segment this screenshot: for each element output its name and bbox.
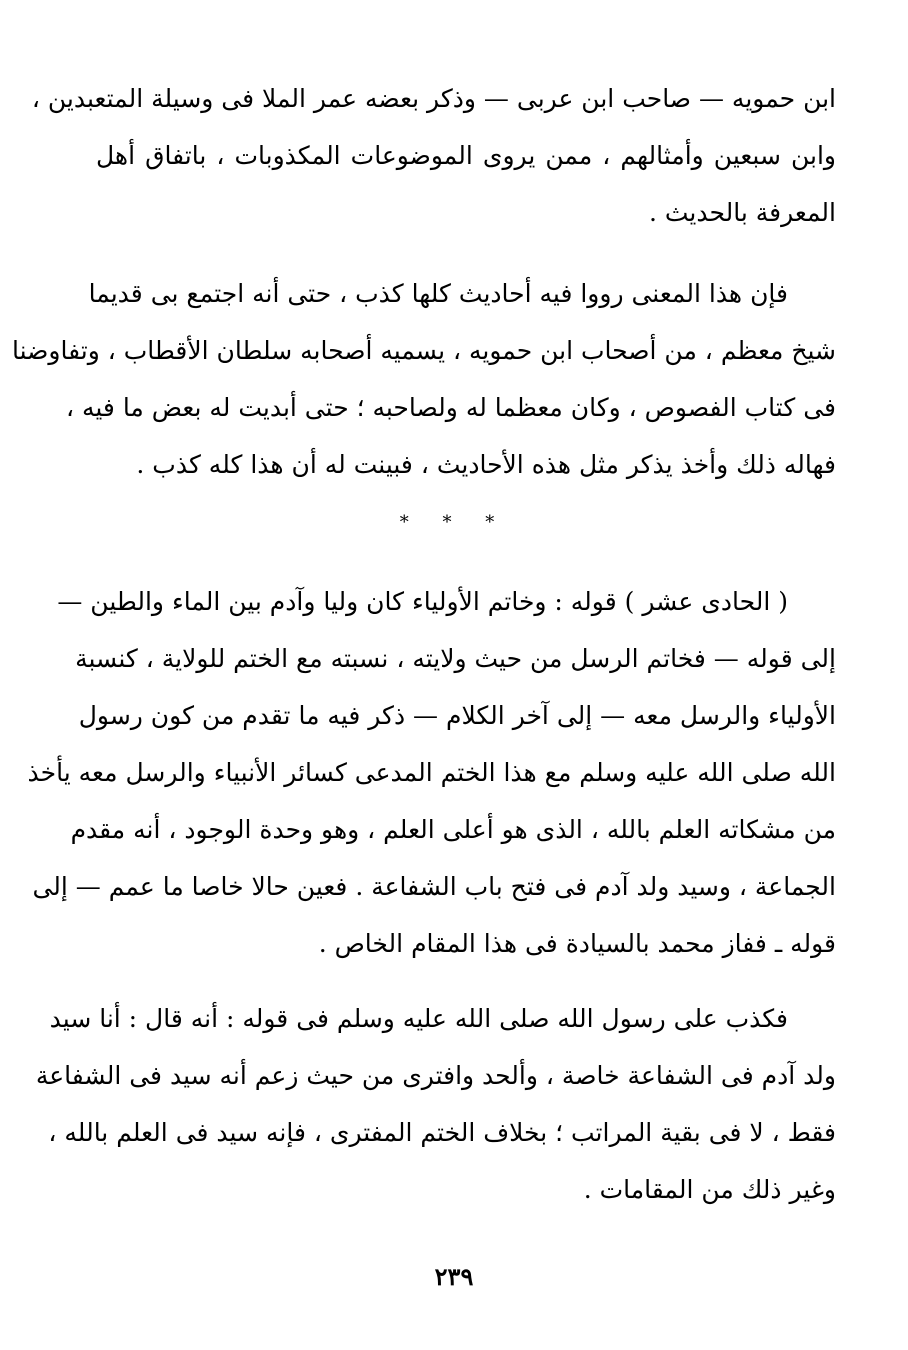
text-line: من مشكاته العلم بالله ، الذى هو أعلى العلم ، وهو وحدة الوجود ، أنه مقدم <box>70 815 836 844</box>
text-line: قوله ـ ففاز محمد بالسيادة فى هذا المقام الخاص . <box>318 929 836 958</box>
paragraph-1 <box>31 70 836 241</box>
paragraph-3 <box>27 573 836 972</box>
text-line: الله صلى الله عليه وسلم مع هذا الختم المدعى كسائر الأنبياء والرسل معه يأخذ <box>27 758 836 787</box>
text-line: وابن سبعين وأمثالهم ، ممن يروى الموضوعات المكذوبات ، باتفاق أهل <box>96 141 836 170</box>
text-line: فى كتاب الفصوص ، وكان معظما له ولصاحبه ؛ حتى أبديت له بعض ما فيه ، <box>65 393 836 422</box>
paragraph-4 <box>35 990 836 1218</box>
text-line: ابن حمويه — صاحب ابن عربى — وذكر بعضه عمر الملا فى وسيلة المتعبدين ، <box>31 84 836 113</box>
text-line: شيخ معظم ، من أصحاب ابن حمويه ، يسميه أصحابه سلطان الأقطاب ، وتفاوضنا <box>12 336 836 365</box>
text-line: فإن هذا المعنى رووا فيه أحاديث كلها كذب ، حتى أنه اجتمع بى قديما <box>88 279 788 308</box>
page-number: ٢٣٩ <box>434 1262 474 1291</box>
text-line: المعرفة بالحديث . <box>648 198 836 227</box>
text-line: الجماعة ، وسيد ولد آدم فى فتح باب الشفاعة . فعين حالا خاصا ما عمم — إلى <box>32 872 836 901</box>
text-line: فقط ، لا فى بقية المراتب ؛ بخلاف الختم المفترى ، فإنه سيد فى العلم بالله ، <box>48 1118 836 1147</box>
text-line: وغير ذلك من المقامات . <box>583 1175 836 1204</box>
paragraph-2 <box>12 265 836 493</box>
section-separator: * * * <box>399 512 509 533</box>
text-line: فهاله ذلك وأخذ يذكر مثل هذه الأحاديث ، فبينت له أن هذا كله كذب . <box>136 450 836 479</box>
text-line: إلى قوله — فخاتم الرسل من حيث ولايته ، نسبته مع الختم للولاية ، كنسبة <box>75 644 836 673</box>
text-line: ( الحادى عشر ) قوله : وخاتم الأولياء كان وليا وآدم بين الماء والطين — <box>57 587 788 616</box>
text-line: الأولياء والرسل معه — إلى آخر الكلام — ذكر فيه ما تقدم من كون رسول <box>78 701 836 730</box>
text-line: فكذب على رسول الله صلى الله عليه وسلم فى قوله : أنه قال : أنا سيد <box>49 1004 788 1033</box>
text-line: ولد آدم فى الشفاعة خاصة ، وألحد وافترى من حيث زعم أنه سيد فى الشفاعة <box>35 1061 836 1090</box>
